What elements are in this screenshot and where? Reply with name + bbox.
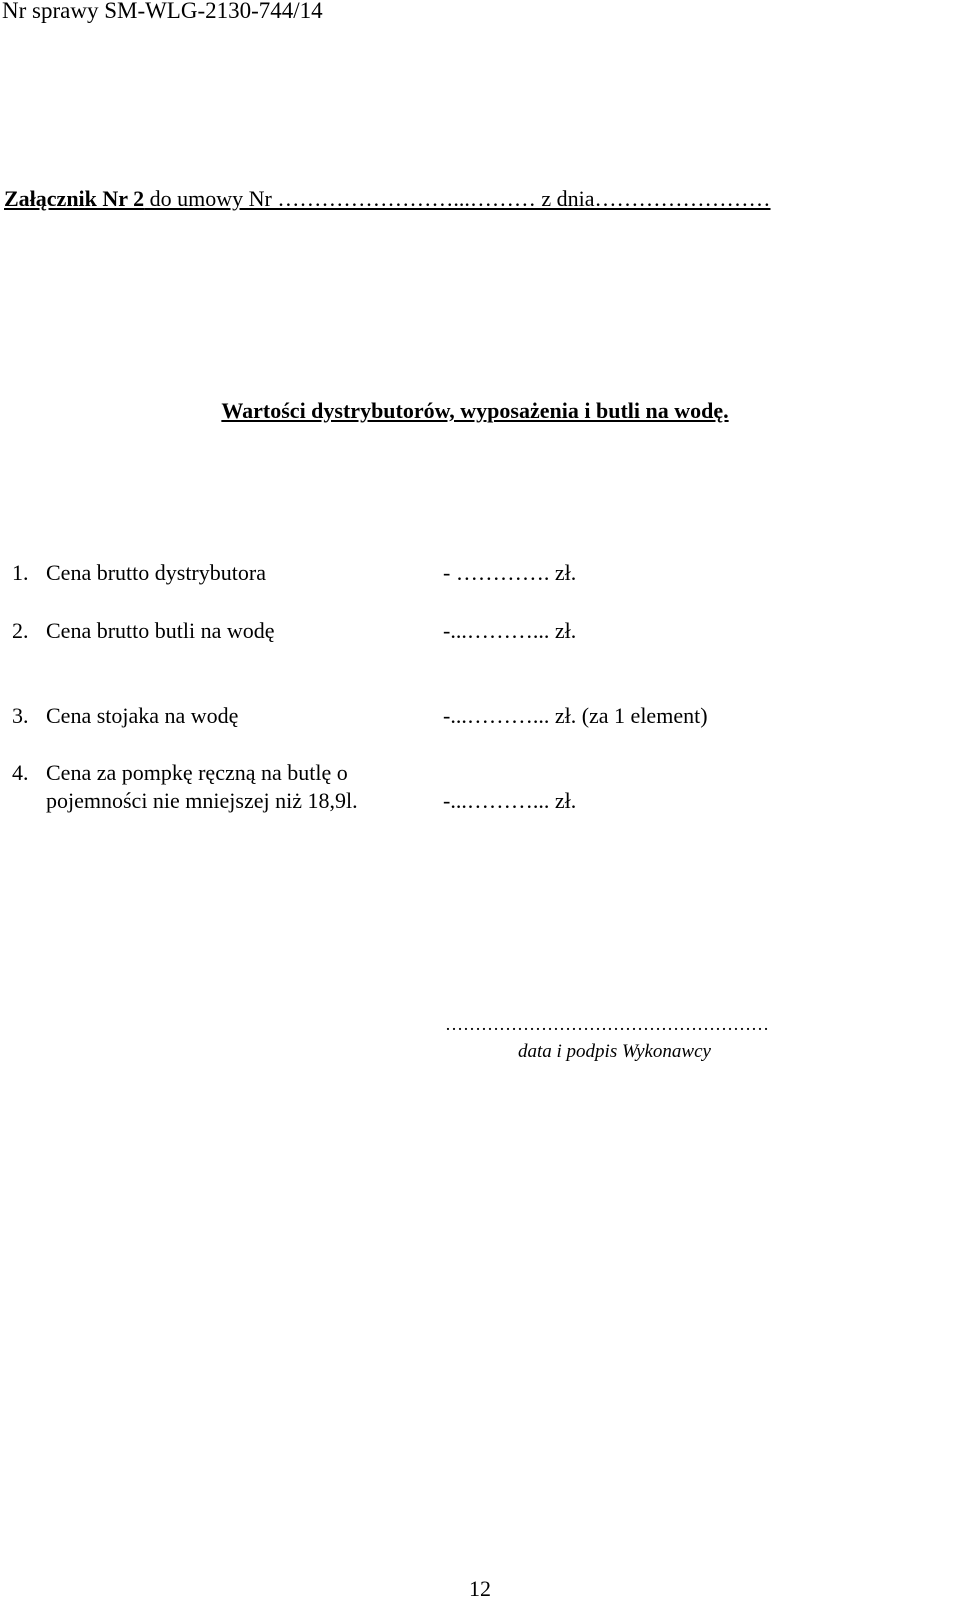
- case-number: Nr sprawy SM-WLG-2130-744/14: [2, 0, 323, 23]
- page-number: 12: [469, 1576, 491, 1601]
- item-1-value: - …………. zł.: [443, 560, 577, 585]
- item-4-value: -...………... zł.: [443, 788, 577, 813]
- item-1-label: Cena brutto dystrybutora: [46, 560, 266, 585]
- item-3-number: 3.: [12, 703, 29, 728]
- item-2-number: 2.: [12, 618, 29, 643]
- annex-contract-details: do umowy Nr ……………………...……… z dnia……………………: [144, 186, 771, 211]
- item-4-label-line1: Cena za pompkę ręczną na butlę o: [46, 760, 348, 785]
- item-2-value: -...………... zł.: [443, 618, 577, 643]
- signature-caption: data i podpis Wykonawcy: [518, 1041, 711, 1062]
- annex-line: [4, 186, 771, 212]
- item-3-label: Cena stojaka na wodę: [46, 703, 239, 728]
- item-4-number: 4.: [12, 760, 29, 785]
- item-3-value: -...………... zł. (za 1 element): [443, 703, 708, 728]
- item-4-label-line2: pojemności nie mniejszej niż 18,9l.: [46, 788, 358, 813]
- item-2-label: Cena brutto butli na wodę: [46, 618, 275, 643]
- item-1-number: 1.: [12, 560, 29, 585]
- document-title: Wartości dystrybutorów, wyposażenia i butli na wodę.: [221, 398, 729, 423]
- signature-line: ………………………………………………: [445, 1014, 769, 1034]
- annex-title: Załącznik Nr 2: [4, 186, 145, 211]
